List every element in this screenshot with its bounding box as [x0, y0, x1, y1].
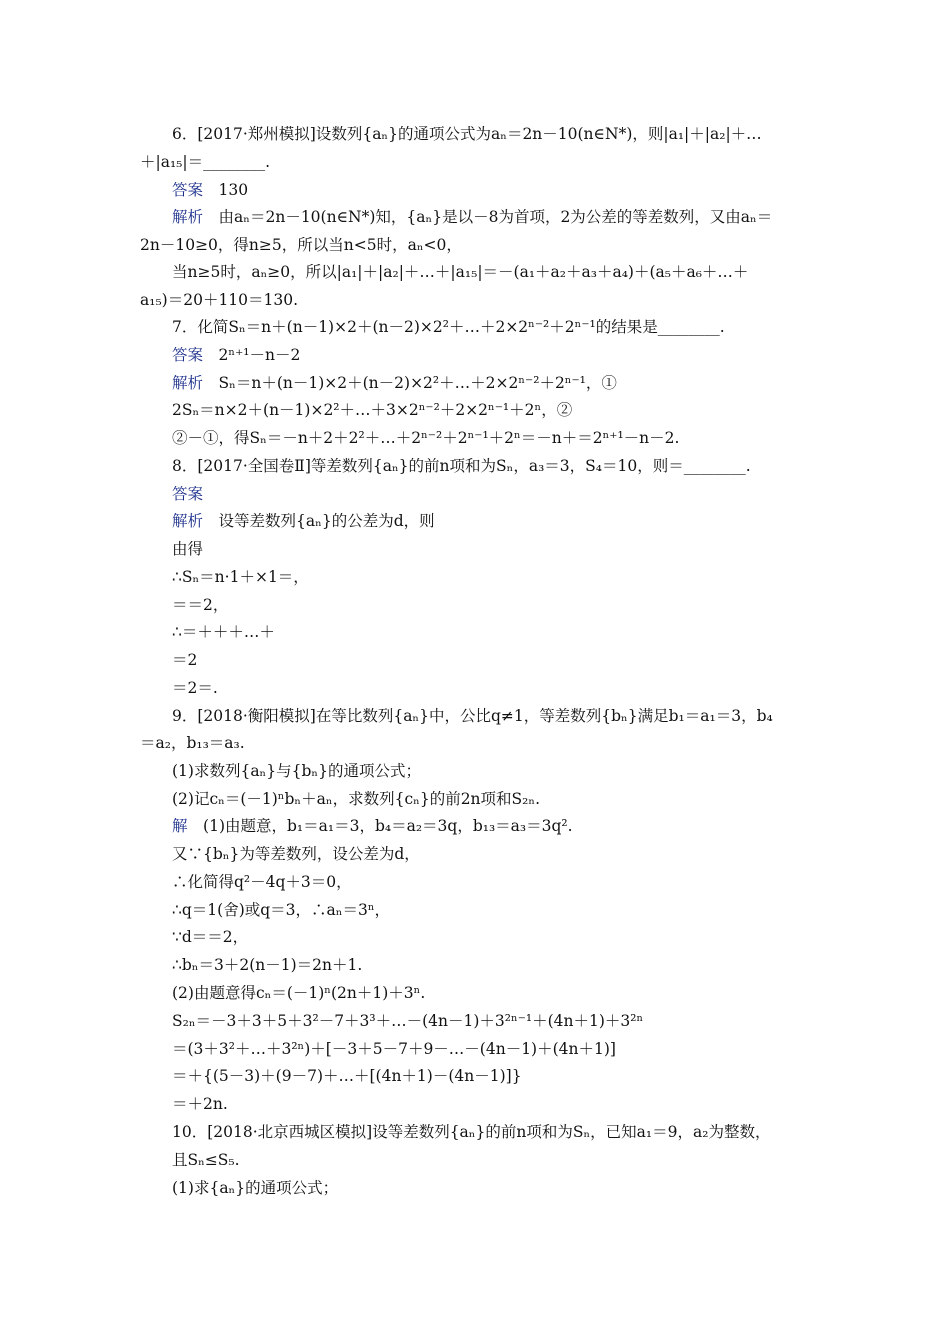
- q9-solution-8: S₂ₙ＝－3＋3＋5＋3²－7＋3³＋…－(4n－1)＋3²ⁿ⁻¹＋(4n＋1)＋3²ⁿ: [172, 1012, 644, 1030]
- q10-line-1: 10．[2018·北京西城区模拟]设等差数列{aₙ}的前n项和为Sₙ，已知a₁＝9，a₂为整数，: [172, 1123, 771, 1141]
- q9-solution-6: ∴bₙ＝3＋2(n－1)＝2n＋1.: [172, 956, 363, 974]
- q9-solution-9: ＝(3＋3²＋…＋3²ⁿ)＋[－3＋5－7＋9－…－(4n－1)＋(4n＋1)]: [172, 1040, 616, 1058]
- answer-label: 答案: [172, 485, 204, 503]
- q8-analysis-5: ∴＝＋＋＋…＋: [172, 623, 275, 641]
- q9-solution-2: 又∵{bₙ}为等差数列，设公差为d，: [172, 845, 420, 863]
- q8-analysis-4: ＝＝2，: [172, 596, 229, 614]
- q8-analysis-2: 由得: [172, 540, 204, 558]
- answer-text: 2ⁿ⁺¹－n－2: [218, 346, 301, 364]
- q9-line-2: ＝a₂，b₁₃＝a₃.: [140, 734, 245, 752]
- q9-solution-4: ∴q＝1(舍)或q＝3，∴aₙ＝3ⁿ，: [172, 901, 391, 919]
- q10-line-2: 且Sₙ≤S₅.: [172, 1151, 240, 1169]
- q7-line-1: 7．化简Sₙ＝n＋(n－1)×2＋(n－2)×2²＋…＋2×2ⁿ⁻²＋2ⁿ⁻¹的结果是________.: [172, 318, 725, 336]
- q9-solution-10: ＝＋{(5－3)＋(9－7)＋…＋[(4n＋1)－(4n－1)]}: [172, 1067, 522, 1085]
- q6-answer: [172, 180, 248, 200]
- q8-line-1: 8．[2017·全国卷Ⅱ]等差数列{aₙ}的前n项和为Sₙ，a₃＝3，S₄＝10，则＝________.: [172, 457, 751, 475]
- answer-label: 答案: [172, 346, 204, 364]
- q6-line-1: 6．[2017·郑州模拟]设数列{aₙ}的通项公式为aₙ＝2n－10(n∈N*)，则|a₁|＋|a₂|＋…: [172, 125, 762, 143]
- q10-part-1: (1)求{aₙ}的通项公式；: [172, 1179, 339, 1197]
- q8-analysis-7: ＝2＝.: [172, 679, 218, 697]
- solution-label: 解: [172, 817, 188, 835]
- q8-analysis-6: ＝2: [172, 651, 198, 669]
- q6-analysis-3: 当n≥5时，aₙ≥0，所以|a₁|＋|a₂|＋…＋|a₁₅|＝－(a₁＋a₂＋a₃＋a₄)＋(a₅＋a₆＋…＋: [172, 263, 749, 281]
- solution-text: (1)由题意，b₁＝a₁＝3，b₄＝a₂＝3q，b₁₃＝a₃＝3q².: [203, 817, 573, 835]
- q7-analysis-3: ②－①，得Sₙ＝－n＋2＋2²＋…＋2ⁿ⁻²＋2ⁿ⁻¹＋2ⁿ＝－n＋＝2ⁿ⁺¹－n－2.: [172, 429, 680, 447]
- analysis-label: 解析: [172, 512, 204, 530]
- q9-part-1: (1)求数列{aₙ}与{bₙ}的通项公式；: [172, 762, 421, 780]
- q7-analysis-1: [172, 373, 617, 393]
- q8-analysis-1: [172, 511, 435, 531]
- analysis-text: 设等差数列{aₙ}的公差为d，则: [218, 512, 435, 530]
- q9-solution-7: (2)由题意得cₙ＝(－1)ⁿ(2n＋1)＋3ⁿ.: [172, 984, 426, 1002]
- analysis-text: Sₙ＝n＋(n－1)×2＋(n－2)×2²＋…＋2×2ⁿ⁻²＋2ⁿ⁻¹，①: [218, 374, 617, 392]
- analysis-label: 解析: [172, 374, 204, 392]
- q9-solution-3: ∴化简得q²－4q＋3＝0，: [172, 873, 352, 891]
- answer-text: 130: [218, 181, 249, 199]
- q9-solution-1: [172, 816, 573, 836]
- analysis-text: 由aₙ＝2n－10(n∈N*)知，{aₙ}是以－8为首项，2为公差的等差数列，又由aₙ＝: [218, 208, 773, 226]
- q7-analysis-2: 2Sₙ＝n×2＋(n－1)×2²＋…＋3×2ⁿ⁻²＋2×2ⁿ⁻¹＋2ⁿ，②: [172, 401, 573, 419]
- q6-line-2: ＋|a₁₅|＝________.: [140, 153, 271, 171]
- q9-part-2: (2)记cₙ＝(－1)ⁿbₙ＋aₙ，求数列{cₙ}的前2n项和S₂ₙ.: [172, 790, 540, 808]
- q7-answer: [172, 345, 300, 365]
- q6-analysis-4: a₁₅)＝20＋110＝130.: [140, 291, 299, 309]
- q9-solution-11: ＝＋2n.: [172, 1095, 228, 1113]
- analysis-label: 解析: [172, 208, 204, 226]
- q8-answer: [172, 484, 219, 504]
- q9-solution-5: ∵d＝＝2，: [172, 928, 249, 946]
- q6-analysis-2: 2n－10≥0，得n≥5，所以当n<5时，aₙ<0，: [140, 236, 462, 254]
- q6-analysis-1: [172, 207, 772, 227]
- q9-line-1: 9．[2018·衡阳模拟]在等比数列{aₙ}中，公比q≠1，等差数列{bₙ}满足b₁＝a₁＝3，b₄: [172, 707, 773, 725]
- q8-analysis-3: ∴Sₙ＝n·1＋×1＝，: [172, 568, 309, 586]
- answer-label: 答案: [172, 181, 204, 199]
